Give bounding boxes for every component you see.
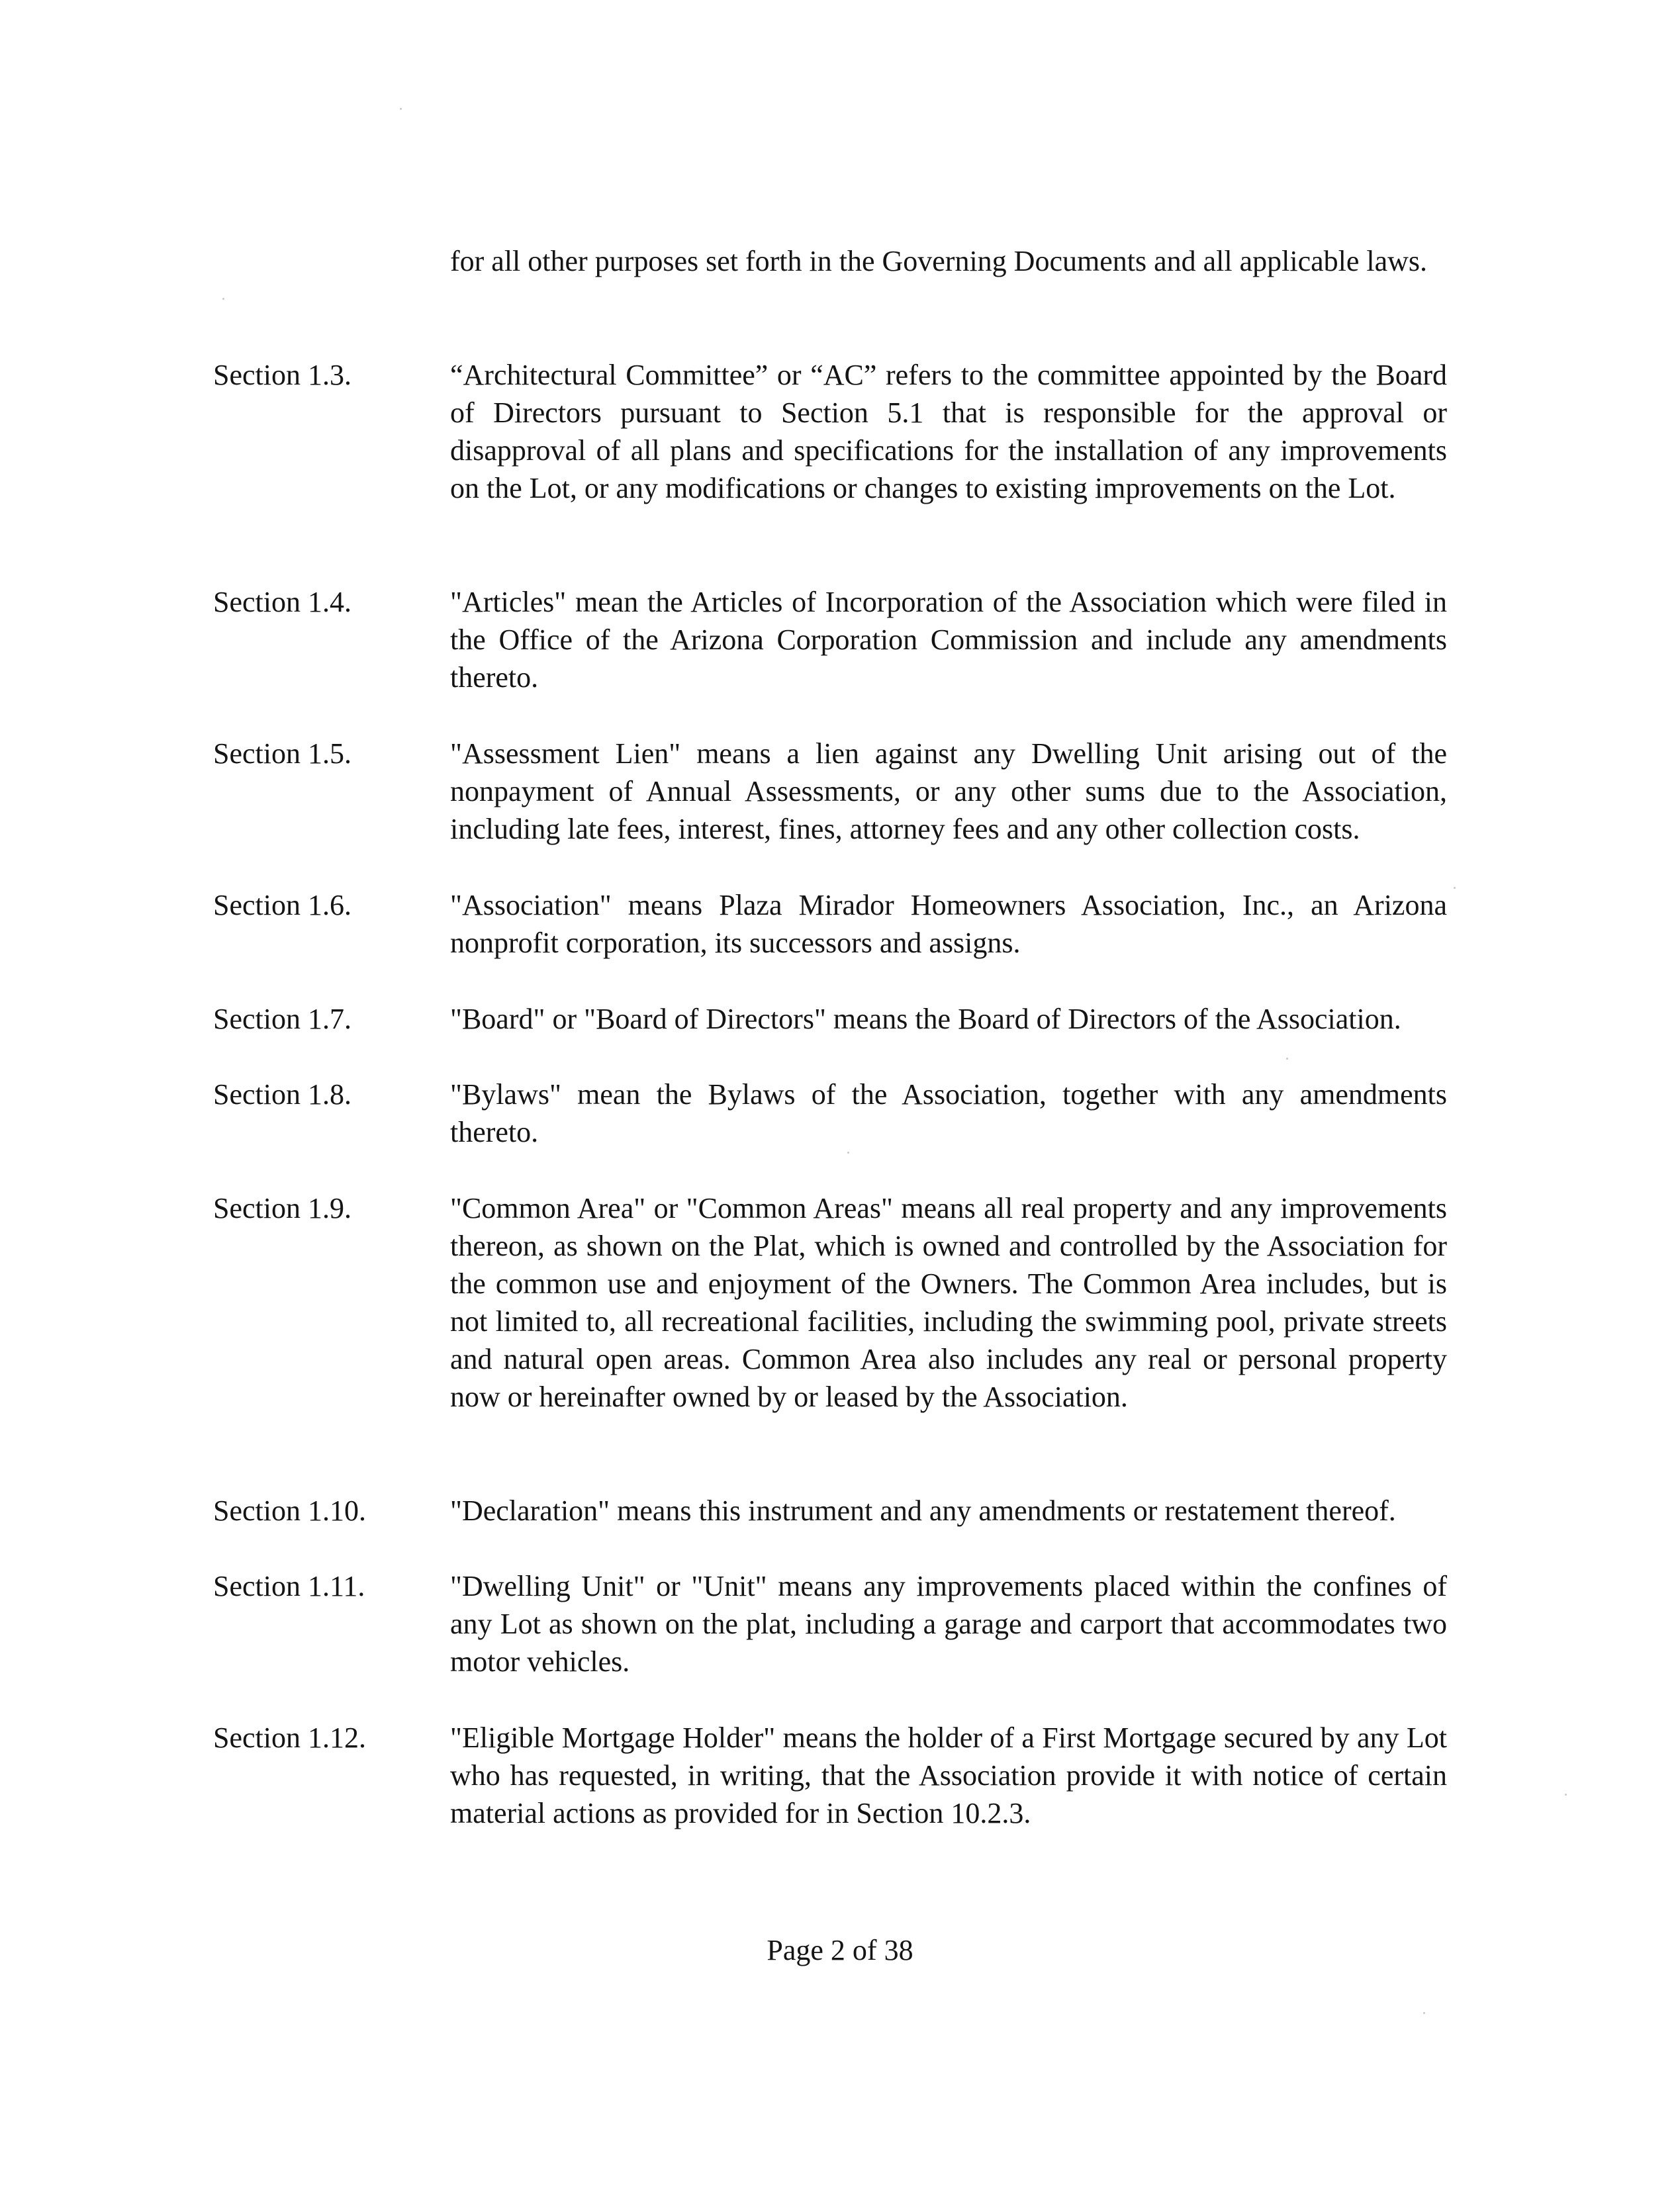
page-number xyxy=(0,1931,1680,1969)
scan-speck xyxy=(1423,2012,1425,2014)
section-text: "Declaration" means this instrument and any amendments or restatement thereof. xyxy=(450,1494,1396,1527)
page-number-label: Page 2 of 38 xyxy=(767,1934,913,1966)
section-number: Section 1.8. xyxy=(213,1078,351,1111)
scan-speck xyxy=(847,1152,849,1154)
section-text: "Assessment Lien" means a lien against any Dwelling Unit arising out of the nonpayment of Annual Assessments, or any other sums due to the Association, including late fees, interest, fines, attorney fees and any other collection costs. xyxy=(450,737,1447,845)
section-text: "Common Area" or "Common Areas" means all real property and any improvements thereon, as shown on the Plat, which is owned and controlled by the Association for the common use and enjoyment of the Owners. The Common Area includes, but is not limited to, all recreational facilities, including the swimming pool, private streets and natural open areas. Common Area also includes any real or personal property now or hereinafter owned by or leased by the Association. xyxy=(450,1192,1447,1413)
section-text: "Eligible Mortgage Holder" means the holder of a First Mortgage secured by any Lot who has requested, in writing, that the Association provide it with notice of certain material actions as provided for in Section 10.2.3. xyxy=(450,1721,1447,1829)
section-number: Section 1.7. xyxy=(213,1003,351,1035)
section-number: Section 1.5. xyxy=(213,737,351,770)
section-number: Section 1.3. xyxy=(213,359,351,391)
scan-speck xyxy=(1565,1794,1567,1796)
scan-speck xyxy=(222,298,224,300)
section-number: Section 1.12. xyxy=(213,1721,366,1754)
section-number: Section 1.11. xyxy=(213,1570,365,1602)
section-number: Section 1.6. xyxy=(213,889,351,921)
section-text: "Board" or "Board of Directors" means the Board of Directors of the Association. xyxy=(450,1003,1401,1035)
section-text: "Bylaws" mean the Bylaws of the Association, together with any amendments thereto. xyxy=(450,1078,1447,1148)
section-number: Section 1.9. xyxy=(213,1192,351,1224)
continuation-paragraph: for all other purposes set forth in the Governing Documents and all applicable laws. xyxy=(450,245,1428,277)
section-number: Section 1.4. xyxy=(213,586,351,618)
section-text: "Dwelling Unit" or "Unit" means any improvements placed within the confines of any Lot as shown on the plat, including a garage and carport that accommodates two motor vehicles. xyxy=(450,1570,1447,1678)
scan-speck xyxy=(400,108,402,110)
scan-speck xyxy=(1286,1058,1288,1060)
scan-speck xyxy=(1454,887,1456,889)
section-text: “Architectural Committee” or “AC” refers to the committee appointed by the Board of Directors pursuant to Section 5.1 that is responsible for the approval or disapproval of all plans and specifications for the installation of any improvements on the Lot, or any modifications or changes to existing improvements on the Lot. xyxy=(450,359,1447,504)
section-text: "Articles" mean the Articles of Incorporation of the Association which were filed in the Office of the Arizona Corporation Commission and include any amendments thereto. xyxy=(450,586,1447,694)
section-number: Section 1.10. xyxy=(213,1494,366,1527)
section-text: "Association" means Plaza Mirador Homeowners Association, Inc., an Arizona nonprofit corporation, its successors and assigns. xyxy=(450,889,1447,959)
